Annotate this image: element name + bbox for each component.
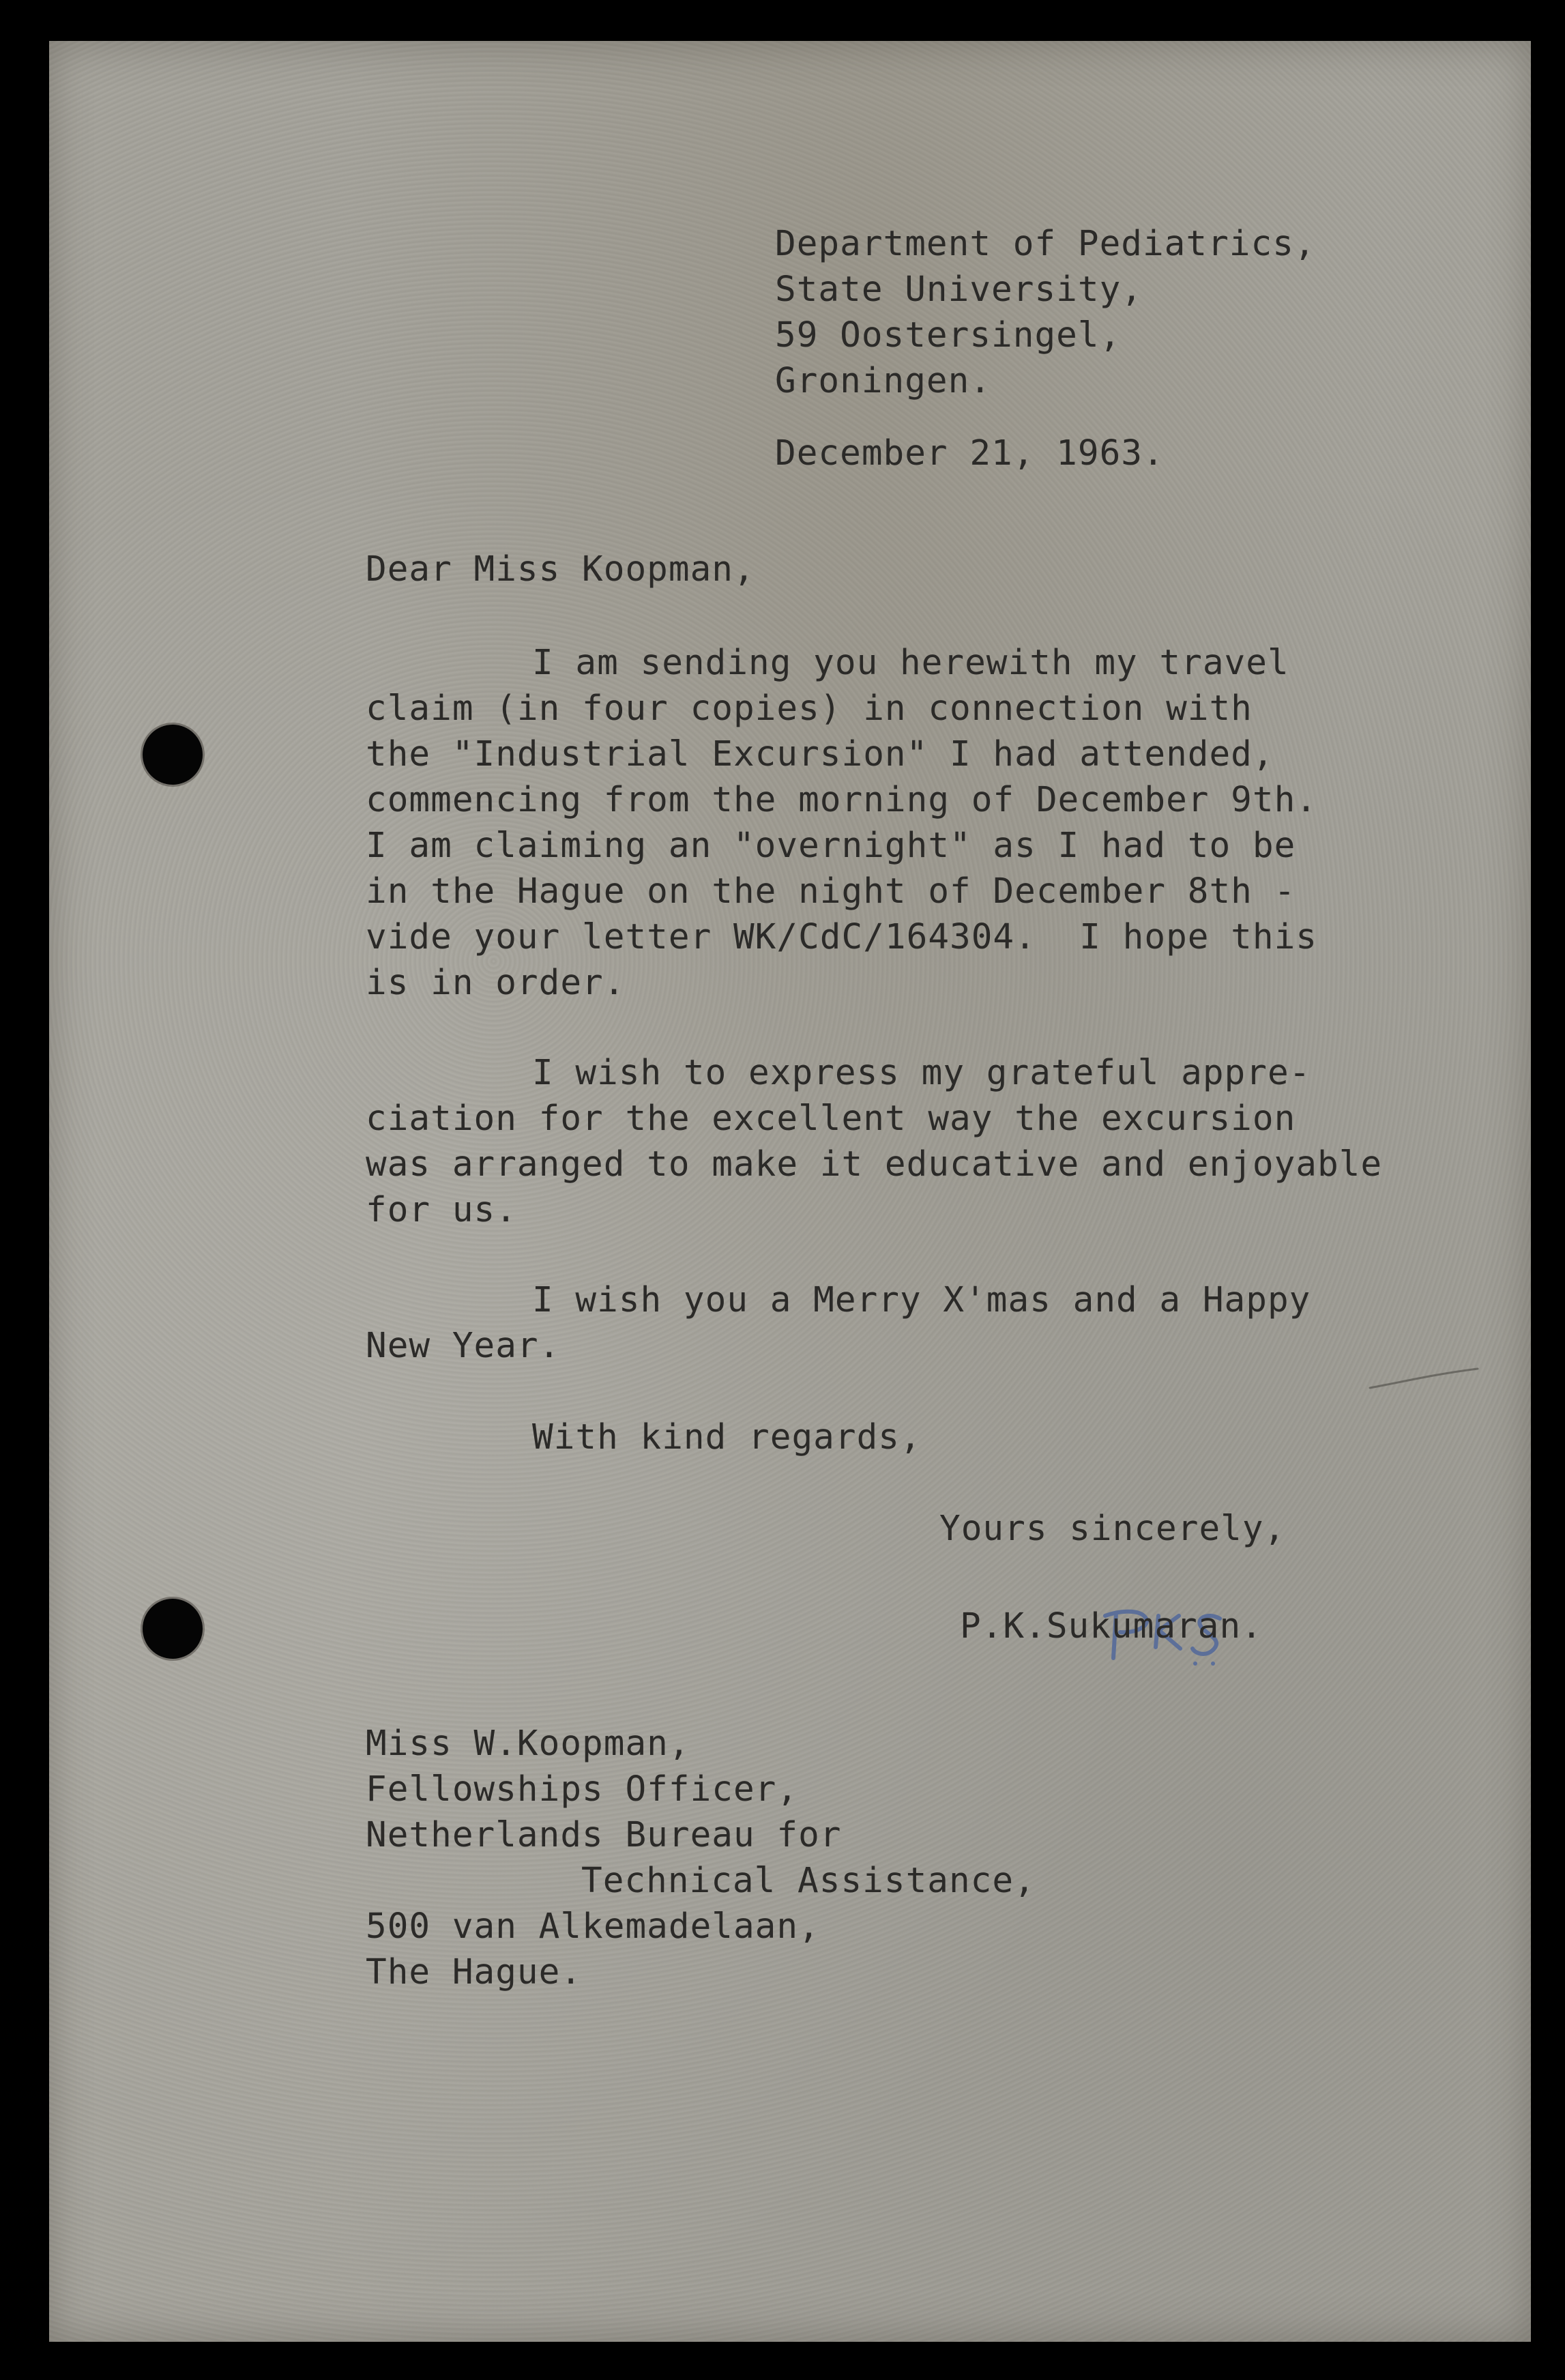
salutation: Dear Miss Koopman, <box>366 549 755 590</box>
pencil-mark <box>1366 1365 1482 1392</box>
paragraph-1-line: the "Industrial Excursion" I had attended, <box>366 734 1274 774</box>
paragraph-2-line: for us. <box>366 1190 517 1230</box>
regards: With kind regards, <box>532 1417 922 1457</box>
sender-address-line-4: Groningen. <box>775 361 992 401</box>
recipient-line-4: Technical Assistance, <box>581 1861 1036 1901</box>
paragraph-1-line: is in order. <box>366 963 626 1003</box>
paragraph-1-line: vide your letter WK/CdC/164304. I hope this <box>366 917 1318 957</box>
signer-name: P.K.Sukumaran. <box>960 1606 1263 1646</box>
recipient-line-3: Netherlands Bureau for <box>366 1815 842 1855</box>
paragraph-1-line: I am sending you herewith my travel <box>532 643 1289 683</box>
punch-hole-top <box>143 725 203 785</box>
recipient-line-2: Fellowships Officer, <box>366 1769 799 1810</box>
paragraph-1-line: in the Hague on the night of December 8th - <box>366 871 1296 912</box>
sender-address-line-1: Department of Pediatrics, <box>775 224 1316 264</box>
sender-address-line-2: State University, <box>775 270 1143 310</box>
paragraph-2-line: ciation for the excellent way the excursion <box>366 1099 1296 1139</box>
letter-page <box>49 41 1531 2342</box>
recipient-line-1: Miss W.Koopman, <box>366 1724 690 1764</box>
recipient-line-6: The Hague. <box>366 1952 583 1992</box>
paragraph-1-line: I am claiming an "overnight" as I had to be <box>366 826 1296 866</box>
paragraph-3-line: New Year. <box>366 1326 561 1366</box>
paragraph-2-line: I wish to express my grateful appre- <box>532 1053 1311 1093</box>
paragraph-2-line: was arranged to make it educative and enjoyable <box>366 1144 1383 1185</box>
closing: Yours sincerely, <box>939 1509 1286 1549</box>
sender-address-line-3: 59 Oostersingel, <box>775 315 1122 355</box>
paragraph-1-line: claim (in four copies) in connection with <box>366 688 1253 729</box>
punch-hole-bottom <box>143 1599 203 1659</box>
paragraph-1-line: commencing from the morning of December 9th. <box>366 780 1318 820</box>
recipient-line-5: 500 van Alkemadelaan, <box>366 1906 820 1947</box>
letter-date: December 21, 1963. <box>775 433 1165 474</box>
paragraph-3-line: I wish you a Merry X'mas and a Happy <box>532 1280 1311 1320</box>
